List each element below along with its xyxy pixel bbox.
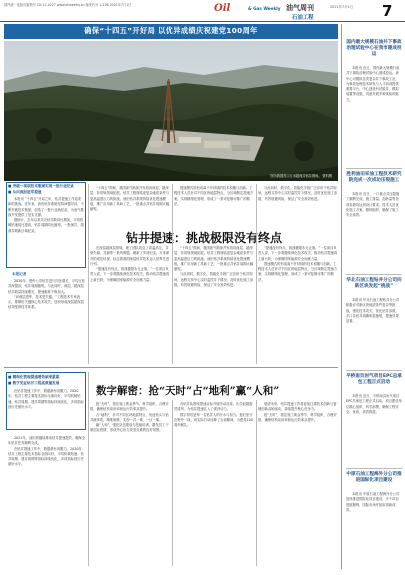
article2-mid1b: 占“地利”，针对不同区块地质特点，优选钻头与钻井液体系，精准施策，实现一井一策、一区一策。 xyxy=(90,412,169,422)
masthead xyxy=(0,0,405,22)
publication-logo-subtitle: & Gas Weekly xyxy=(248,6,281,11)
article1-mid2b: “提速没有终点，挑战极限永无止境。”一位项目负责人说，下一步将继续深化技术攻关，推动钻井提速再上新台阶，为保障国家能源安全贡献力量。 xyxy=(90,267,170,282)
right-item-2-text: 本报讯 近日，一口重点井压裂施工顺利完成，施工排量、加砂量等各项参数均达到设计要求。技术人员优化施工方案，精细组织，确保了施工安全高效。 xyxy=(346,192,400,218)
article2-mid2b: 各钻井队围绕提速目标开展劳动竞赛，比学赶超蔚然成风，为钻井提速注入了强劲动力。 xyxy=(174,402,253,412)
column-divider xyxy=(256,400,257,566)
article1-mid1-repeat: “十四五”期间，我国油气勘探开发将向深层、超深层、非常规领域拓展，钻井工程面临更复杂地质条件与更高温度压力的挑战。油田钻井系统持续优化提速模板，推广应用新工具新工艺，一批重点井钻井周期大幅缩短。 xyxy=(174,246,254,272)
right-item-5-body xyxy=(346,492,402,566)
column-divider xyxy=(172,184,173,364)
article2-side-head-1: ■ 精细化管理提速增效硕果累累 xyxy=(8,375,60,379)
article2-left-top xyxy=(8,389,84,429)
right-item-4-body xyxy=(346,394,402,464)
column-divider xyxy=(88,184,89,364)
column-divider xyxy=(172,400,173,566)
right-item-5-text: 本报讯 中原石油工程海外分公司加快推进国际化项目建设，多个项目进展顺利，国际市场开拓取得新成效。 xyxy=(346,492,400,512)
article2-mid3b: 展望未来，钻井提速工作将更加注重技术创新与管理创新双轮驱动，持续提升核心竞争力。 xyxy=(258,402,337,412)
right-item-3-body xyxy=(346,298,402,366)
article2-col2 xyxy=(174,402,254,566)
right-separator xyxy=(346,168,402,169)
right-item-1-body xyxy=(346,66,402,162)
right-item-3-text: 本报讯 华北石油工程钻井分公司积极应对新区块地质条件复杂等挑战，强化技术攻关，优化钻井参数，多口井钻井周期明显缩短，提速效果显著。 xyxy=(346,298,400,324)
article1-col3 xyxy=(258,246,338,364)
article2-headline: 数字解密：抢“天时”占“地利”赢“人和” xyxy=(96,385,280,397)
article1-left-mid: 2020年，股份公司钻井进尺同比增长，平均完钻井深提高，钻井周期缩短。与此同时，深层、超深层钻井数量持续增长，提速难度不断加大。 xyxy=(8,279,86,294)
article1-headline: 钻井提速：挑战极限没有终点 xyxy=(126,231,283,245)
right-item-1-text: 本报讯 近日，国内最大规模石油井下事故治理试验中心建成投运。该中心可模拟各类复杂井下事故工况，为事故处理技术研发与人才培训提供重要平台。中心建设有试验井、模拟装置等设施，具备开展多种试验的能力。 xyxy=(346,66,400,102)
article2-left2: 2021年，油田将继续推动钻井提速提效，确保全年钻井任务顺利完成。 xyxy=(8,436,86,446)
column-divider xyxy=(256,184,257,364)
theme-banner-title: 确保“十四五”开好局 以优异成绩庆祝建党100周年 xyxy=(84,26,258,35)
article1-mid3: 与此同时，数字化、智能化手段广泛应用于钻井现场，远程支持中心实时监控井下情况，及时优化施工参数，有效规避风险，保证了安全高效钻进。 xyxy=(258,186,338,201)
article1-mid1b-repeat: 提速模式的形成离不开持续的技术积累与创新。工程技术人员针对不同区块地层特点，分区域制定提速方案，实现精细化管理，形成了一套可复制可推广的做法。 xyxy=(258,261,338,282)
article2-mid3: 数字背后是每一名钻井人的汗水与担当。他们坚守在野外一线，用实际行动诠释了石油精神，为建党100周年献礼。 xyxy=(174,412,253,428)
article-separator xyxy=(4,367,338,368)
article2-col3 xyxy=(258,402,338,566)
article1-left-top-para: 本报讯 “十四五”开局之年，钻井提速工作迎来新的挑战。近年来，油田钻井系统坚持问题导向，不断突破技术瓶颈，创造了一批行业新纪录，为油气勘探开发提供了坚实支撑。 xyxy=(8,197,84,217)
photo-caption: 图为我国首口万米超深井钻井现场。 资料图 xyxy=(270,174,332,178)
article1-byline: 本报记者 xyxy=(12,272,27,276)
publication-logo: Oil xyxy=(214,3,231,14)
issue-date: 2021年7月1日 xyxy=(330,5,354,9)
page-number: 7 xyxy=(382,2,393,20)
article1-col1-top xyxy=(90,186,170,222)
section-subname: 石油工程 xyxy=(292,15,314,21)
article1-mid2: 在深层超深层领域，施工团队攻克了高温高压、井壁失稳、井漏等一系列难题，刷新了多项纪录。万米深井的成功钻探，标志着我国深层钻井技术迈入世界先进行列。 xyxy=(90,246,170,266)
article2-mid1-repeat: 抢“天时”，抓住施工黄金季节，科学组织，合理安排，确保钻机动用率和运行效率双提升。 xyxy=(258,412,337,422)
article1-mid2b-repeat: “提速没有终点，挑战极限永无止境。”一位项目负责人说，下一步将继续深化技术攻关，推动钻井提速再上新台阶，为保障国家能源安全贡献力量。 xyxy=(258,246,338,261)
article1-col3-top xyxy=(258,186,338,222)
article1-summary-box xyxy=(6,182,86,268)
article2-mid1: 抢“天时”，抓住施工黄金季节，科学组织，合理安排，确保钻机动用率和运行效率双提升。 xyxy=(90,402,169,412)
article2-left-col xyxy=(8,436,86,566)
article1-col2-top xyxy=(174,186,254,222)
article1-left-bottom: “向深层进军，技术是关键。”工程技术专家表示，要紧盯关键核心技术攻关，加快形成深层超深层钻井配套技术体系。 xyxy=(8,294,84,310)
right-item-4-title: 平桥南页岩气项目EPC总承包工程正式启动 xyxy=(346,374,402,385)
article1-col2 xyxy=(174,246,254,364)
right-column-rule xyxy=(341,24,342,569)
right-item-5-title: 中原石油工程海外分公司推进国际化项目建设 xyxy=(346,472,402,483)
article1-side-head-1: ■ 突破一项项技术瓶颈实现一批行业纪录 xyxy=(8,184,74,188)
article1-mid1b: 提速模式的形成离不开持续的技术积累与创新。工程技术人员针对不同区块地层特点，分区域制定提速方案，实现精细化管理，形成了一套可复制可推广的做法。 xyxy=(174,186,254,206)
right-separator xyxy=(346,274,402,275)
right-separator xyxy=(346,468,402,469)
article2-left-para: 在钻井提速工作中，数据最有说服力。2020年，钻井工程主要技术指标全面向好，平均机械钻速、钻井周期、建井周期等指标持续优化，多项指标创历史最好水平。 xyxy=(8,389,84,409)
right-item-2-title: 胜利油田采油工程技术研究院完成一次成功压裂施工 xyxy=(346,172,402,183)
right-separator xyxy=(346,370,402,371)
article1-mid3-repeat: 与此同时，数字化、智能化手段广泛应用于钻井现场，远程支持中心实时监控井下情况，及时优化施工参数，有效规避风险，保证了安全高效钻进。 xyxy=(174,272,254,288)
article2-left-repeat: 在钻井提速工作中，数据最有说服力。2020年，钻井工程主要技术指标全面向好，平均机械钻速、钻井周期、建井周期等指标持续优化，多项指标创历史最好水平。 xyxy=(8,446,86,467)
masthead-info: 国内统一连续出版物号 CN 11-0227 www.oilweekly.cn 邮发代号 1-156 2021年7月1日 xyxy=(4,3,132,7)
right-item-2-body xyxy=(346,192,402,270)
article1-side-head-2: ■ 从向深层进军提速 xyxy=(8,190,42,194)
right-item-4-text: 本报讯 近日，平桥南页岩气项目EPC总承包工程正式启动。项目建设单位精心组织，科学部署，确保工程安全、优质、高效推进。 xyxy=(346,394,402,414)
right-item-1-title: 国内最大规模石油井下事故治理试验中心在我市建成投运 xyxy=(346,40,402,57)
article1-left-top-para2: 据统计，去年以来共完钻井数同比增加，平均机械钻速同比提高，钻井周期同比缩短，一批深井、超深井刷新区域纪录。 xyxy=(8,218,84,233)
drilling-site-illustration xyxy=(4,41,338,181)
article1-col1 xyxy=(90,246,170,364)
theme-banner xyxy=(4,24,338,39)
article2-mid2: 赢“人和”，强化队伍建设与技能培训，激发员工干事创业热情，形成齐心协力攻坚克难的良好氛围。 xyxy=(90,423,169,433)
article1-left-col xyxy=(8,279,86,363)
right-item-3-title: 华北石油工程钻井分公司向新区块发起“挑战” xyxy=(346,278,402,289)
article2-side-head-2: ■ 数字见证钻井工程高质量发展 xyxy=(8,381,60,385)
column-divider xyxy=(88,372,89,566)
article2-col1 xyxy=(90,402,170,566)
section-name: 油气周刊 xyxy=(286,4,314,12)
drilling-site-photo xyxy=(4,41,338,181)
article1-mid1: “十四五”期间，我国油气勘探开发将向深层、超深层、非常规领域拓展，钻井工程面临更复杂地质条件与更高温度压力的挑战。油田钻井系统持续优化提速模板，推广应用新工具新工艺，一批重点井钻井周期大幅缩短。 xyxy=(90,186,170,212)
